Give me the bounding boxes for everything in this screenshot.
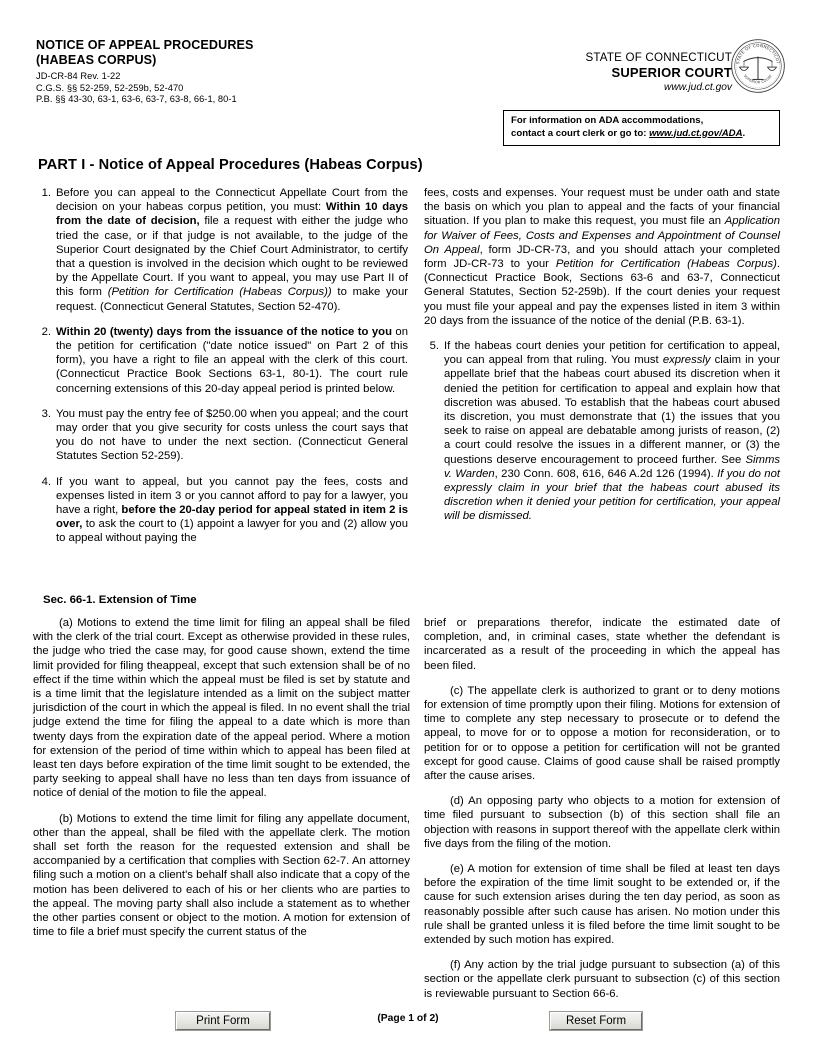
section-paragraph [33,616,410,801]
form-title-line-1: NOTICE OF APPEAL PROCEDURES [36,38,254,52]
ada-line-1: For information on ADA accommodations, [511,115,704,126]
notice-item [36,186,408,314]
court-website: www.jud.ct.gov [664,82,732,93]
ada-line-2-suffix: . [742,127,746,139]
page-number-label: (Page 1 of 2) [377,1013,439,1024]
section-paragraph-text: (b) Motions to extend the time limit for filing any appellate document, other than the appeal, shall be filed with the appellate clerk. The motion shall set forth the reason for the requested extension and shall be accompanied by a certification that complies with Section 62-7. An attorney filing such a motion on a client's behalf shall also indicate that a copy of the motion has been delivered to each of his or her clients who are parties to the appeal. The moving party shall also include a statement as to whether the other parties consent or object to the motion. A motion for extension of time to file a brief must specify the current status of the [33,812,410,939]
notice-item-text: . (Connecticut Practice Book, Sections 63-6 and 63-7, Connecticut General Statutes, Section 52-259b). If the court denies your request you must file your appeal and pay the expenses listed in item 3 within 20 days from the issuance of the notice of the denial (P.B. 63-1). [424,258,780,327]
notice-item-text: on the petition for certification ("date notice issued" on Part 2 of this form), you have a right to file an appeal with the clerk of this court. (Connecticut Practice Book Sections 63-1, 80-1). The court rule concerning extensions of this 20-day appeal period is printed below. [56,325,408,395]
form-footer [0,1012,816,1038]
notice-item-text: expressly [662,354,711,367]
ada-website-link[interactable]: www.jud.ct.gov/ADA [649,127,743,139]
section-paragraph-text: (c) The appellate clerk is authorized to grant or to deny motions for extension of time promptly upon their filing. Motions for extension of time to complete any step necessary to prosecute or to defend the appeal, to move for or to oppose a motion for reconsideration, or to petition for or to oppose a petition for certification will not be granted except for good cause. Claims of good cause shall be raised promptly after the cause arises. [424,684,780,783]
notice-item-text: (Petition for Certification (Habeas Corpus)) [107,286,332,299]
form-number-revision: JD-CR-84 Rev. 1-22 [36,71,121,81]
section-paragraph-text: (e) A motion for extension of time shall be filed at least ten days before the expiration of the time limit sought to be extended or, if the cause for such extension arises during the ten day period, as soon as reasonably possible after such cause has arisen. No motion under this rule shall be granted unless it is filed before the time limit sought to be extended by such motion has expired. [424,863,780,947]
section-66-1-heading: Sec. 66-1. Extension of Time [43,594,197,606]
ada-accommodations-box [503,110,780,146]
state-name: STATE OF CONNECTICUT [585,51,732,64]
svg-text:STATE OF CONNECTICUT: STATE OF CONNECTICUT [735,42,781,65]
section-66-1-right-column [424,616,780,1012]
notice-item-text: to ask the court to (1) appoint a lawyer for you and (2) allow you to appeal without paying the [56,518,408,545]
section-66-1-left-column [33,616,410,950]
notice-item-text: before the 20-day period for appeal stated in item 2 is over, [56,504,409,531]
section-paragraph-text: (a) Motions to extend the time limit for filing an appeal shall be filed with the clerk of the trial court. Except as otherwise provided in these rules, the judge who tried the case may, for good cause shown, extend the time limit provided for filing theappeal, except that such extension shall be of no effect if the time within which the appeal must be filed is set by statute and is a time limit that the legislature intended as a limit on the subject matter jurisdiction of the court in which the appeal is filed. In no event shall the trial judge extend the time for filing the appeal to a date which is more than twenty days from the expiration date of the appeal period. Where a motion for extension of the period of time within which to appeal has been filed at least ten days before expiration of the time limit sought to be extended, the party seeking to appeal shall have no less than ten days from issuance of notice of denial of the motion to file the appeal. [33,617,410,800]
notice-item-text: If you want to appeal, but you cannot pay the fees, costs and expenses listed in item 3 or you cannot afford to pay for a lawyer, you have a right, [56,475,408,517]
part-one-title: PART I - Notice of Appeal Procedures (Habeas Corpus) [38,157,423,173]
section-paragraph [424,616,780,673]
page-header [36,38,780,148]
notice-items-left-column [36,186,408,557]
notice-item-text: Before you can appeal to the Connecticut Appellate Court from the decision on your habeas corpus petition, you must: [56,187,408,214]
pb-citations: P.B. §§ 43-30, 63-1, 63-6, 63-7, 63-8, 66-1, 80-1 [36,94,237,104]
notice-item-text: You must pay the entry fee of $250.00 when you appeal; and the court may order that you give security for costs unless the court says that you do not have to under the next section. (Connecticut General Statutes Section 52-259). [56,407,408,463]
notice-item-text: If you do not expressly claim in your brief that the habeas court abused its discretion when it denied your petition for certification, your appeal will be dismissed. [444,467,780,523]
notice-item-number: 5. [429,340,439,353]
header-right-block [402,50,732,95]
section-paragraph [33,812,410,940]
form-code-block [36,71,456,106]
notice-item-text: , form JD-CR-73, and you should attach your completed form JD-CR-73 to your [424,243,780,271]
notice-item-text: , 230 Conn. 608, 616, 646 A.2d 126 (1994). [494,467,718,480]
court-name: SUPERIOR COURT [611,65,732,80]
notice-items-right-column [424,186,780,535]
notice-item [36,407,408,464]
notice-item-text: claim in your appellate brief that the habeas court abused its discretion when it denied the petition for certification to appeal and explain how that discretion was abused. To establish that the habeas court abused its discretion, you must demonstrate that (1) the issues that you seek to raise on appeal are debatable among jurists of reason, (2) a court could resolve the issues in a different manner, or (3) the questions deserve encouragement to proceed further. See [444,354,781,466]
state-seal-icon [730,38,786,94]
print-form-button[interactable]: Print Form [176,1012,270,1030]
notice-item-number: 1. [41,187,51,199]
notice-item-number: 2. [41,325,51,338]
svg-text:SUPERIOR COURT: SUPERIOR COURT [742,73,774,85]
notice-item [36,325,408,396]
section-paragraph [424,958,780,1001]
form-title [36,38,456,68]
notice-item-text: to make your request. (Connecticut General Statutes, Section 52-470). [56,286,408,313]
section-paragraph [424,684,780,783]
ada-line-2 [511,128,773,141]
section-paragraph [424,862,780,947]
notice-item-text: Within 10 days from the date of decision, [56,201,409,228]
ada-line-2-prefix: contact a court clerk or go to: [511,127,650,139]
notice-item-text: file a request with either the judge who tried the case, or if that judge is not available, to the judge of the Superior Court designated by the Chief Court Administrator, to certify that a question is involved in the decision which ought to be reviewed by the Appellate Court. If you want to appeal, you may use Part II of this form [56,215,408,299]
section-paragraph-text: (f) Any action by the trial judge pursuant to subsection (a) of this section or the appellate clerk pursuant to subsection (c) of this section is reviewable pursuant to Section 66-6. [424,959,780,1000]
notice-item-text: Application for Waiver of Fees, Costs and Expenses and Appointment of Counsel On Appeal [424,215,780,256]
reset-form-button[interactable]: Reset Form [550,1012,642,1030]
form-title-line-2: (HABEAS CORPUS) [36,53,157,67]
section-paragraph-text: brief or preparations therefor, indicate the estimated date of completion, and, in criminal cases, state whether the defendant is incarcerated as a result of the proceeding in which the appeal has been filed. [424,617,780,672]
cgs-citations: C.G.S. §§ 52-259, 52-259b, 52-470 [36,82,184,93]
notice-item [424,186,780,328]
section-paragraph [424,794,780,851]
notice-item-number: 3. [41,407,51,420]
notice-item-text: Within 20 (twenty) days from the issuance of the notice to you [56,325,392,338]
notice-item [36,475,408,546]
section-paragraph-text: (d) An opposing party who objects to a motion for extension of time filed pursuant to subsection (b) of this section shall file an objection with reasons in support thereof with the appellate clerk within five days from the filing of the motion. [424,795,780,850]
notice-item-text: If the habeas court denies your petition for certification to appeal, you can appeal from that ruling. You must [444,340,780,367]
notice-item-text: Simms v. Warden [444,453,780,480]
notice-item [424,339,780,524]
notice-item-text: Petition for Certification (Habeas Corpus) [555,258,777,271]
notice-item-text: fees, costs and expenses. Your request must be under oath and state the basis on which you plan to appeal and the facts of your financial situation. If you plan to make this request, you must file an [424,187,780,228]
header-left-block [36,38,456,106]
notice-item-number: 4. [41,475,51,488]
